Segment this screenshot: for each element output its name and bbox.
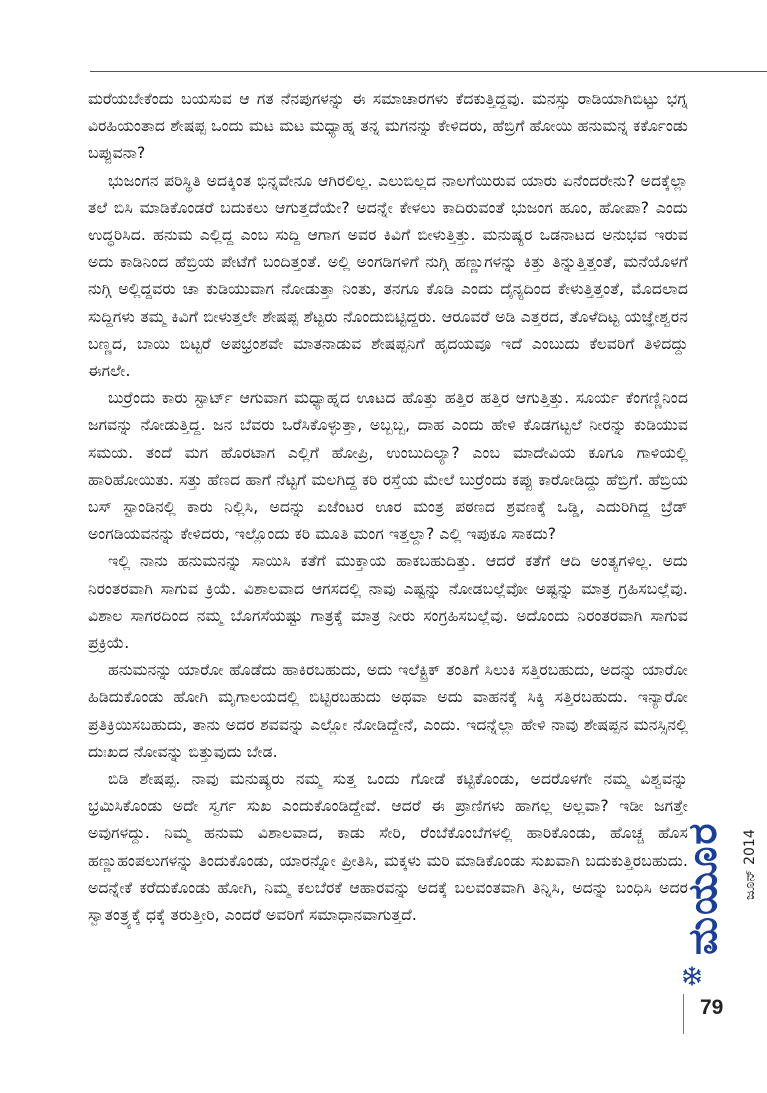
snowflake-icon — [681, 965, 703, 987]
article-body — [88, 86, 688, 929]
paragraph-3: ಬುರ್‍ರೆಂದು ಕಾರು ಸ್ಟಾರ್ಟ್ ಆಗುವಾಗ ಮಧ್ಯಾಹ್ನದ ಊಟದ ಹೊತ್ತು ಹತ್ತಿರ ಹತ್ತಿರ ಆಗುತ್ತಿತ್ತು. ಸೂರ್ಯ ಕೆಂಗಣ್ಣಿನಿಂದ ಜಗವನ್ನು ನೋಡುತ್ತಿದ್ದ. ಜನ ಬೆವರು ಒರೆಸಿಕೊಳ್ಳುತ್ತಾ, ಅಬ್ಬಬ್ಬ, ದಾಹ ಎಂದು ಹೇಳಿ ಕೊಡಗಟ್ಟಲೆ ನೀರನ್ನು ಕುಡಿಯುವ ಸಮಯ. ತಂದೆ ಮಗ ಹೊರಟಾಗ ಎಲ್ಲಿಗೆ ಹೋಪ್ರಿ, ಉಂಬುದಿಲ್ಯಾ? ಎಂಬ ಮಾದೇವಿಯ ಕೂಗೂ ಗಾಳಿಯಲ್ಲಿ ಹಾರಿಹೋಯಿತು. ಸತ್ತು ಹೆಣದ ಹಾಗೆ ನೆಟ್ಟಗೆ ಮಲಗಿದ್ದ ಕರಿ ರಸ್ತೆಯ ಮೇಲೆ ಬುರ್‍ರೆಂದು ಕಪ್ಪು ಕಾರೋಡಿದ್ದು ಹೆಬ್ರಿಗೆ. ಹೆಬ್ರಿಯ ಬಸ್ ಸ್ಟಾಂಡಿನಲ್ಲಿ ಕಾರು ನಿಲ್ಲಿಸಿ, ಅದನ್ನು ಏಜೆಂಟರ ಊರ ಮಂತ್ರ ಪಠಣದ ಶ್ರವಣಕ್ಕೆ ಒಡ್ಡಿ, ಎದುರಿಗಿದ್ದ ಬ್ರೆಡ್ ಅಂಗಡಿಯವನನ್ನು ಕೇಳಿದರು, ಇಲ್ಲೊಂದು ಕರಿ ಮೂತಿ ಮಂಗ ಇತ್ತಲ್ದಾ? ಎಲ್ಲಿ ಇಪುಕೂ ಸಾಕದು? — [88, 389, 688, 544]
top-rule — [90, 71, 767, 72]
paragraph-5: ಹನುಮನನ್ನು ಯಾರೋ ಹೊಡೆದು ಹಾಕಿರಬಹುದು, ಅದು ಇಲೆಕ್ಟ್ರಿಕ್ ತಂತಿಗೆ ಸಿಲುಕಿ ಸತ್ತಿರಬಹುದು, ಅದನ್ನು ಯಾರೋ ಹಿಡಿದುಕೊಂಡು ಹೋಗಿ ಮೃಗಾಲಯದಲ್ಲಿ ಬಿಟ್ಟಿರಬಹುದು ಅಥವಾ ಅದು ವಾಹನಕ್ಕೆ ಸಿಕ್ಕಿ ಸತ್ತಿರಬಹುದು. ಇನ್ಯಾರೋ ಪ್ರತಿಕ್ರಿಯಿಸಬಹುದು, ತಾನು ಅದರ ಶವವನ್ನು ಎಲ್ಲೋ ನೋಡಿದ್ದೇನೆ, ಎಂದು. ಇದನ್ನೆಲ್ಲಾ ಹೇಳಿ ನಾವು ಶೇಷಪ್ಪನ ಮನಸ್ಸಿನಲ್ಲಿ ದುಃಖದ ನೋವನ್ನು ಬಿತ್ತುವುದು ಬೇಡ. — [88, 661, 688, 761]
paragraph-4: ಇಲ್ಲಿ ನಾನು ಹನುಮನನ್ನು ಸಾಯಿಸಿ ಕತೆಗೆ ಮುಕ್ತಾಯ ಹಾಕಬಹುದಿತ್ತು. ಆದರೆ ಕತೆಗೆ ಆದಿ ಅಂತ್ಯಗಳಿಲ್ಲ. ಅದು ನಿರಂತರವಾಗಿ ಸಾಗುವ ಕ್ರಿಯೆ. ವಿಶಾಲವಾದ ಆಗಸದಲ್ಲಿ ನಾವು ಎಷ್ಟನ್ನು ನೋಡಬಲ್ಲೆವೋ ಅಷ್ಟನ್ನು ಮಾತ್ರ ಗ್ರಹಿಸಬಲ್ಲೆವು. ವಿಶಾಲ ಸಾಗರದಿಂದ ನಮ್ಮ ಬೊಗಸೆಯಷ್ಟು ಗಾತ್ರಕ್ಕೆ ಮಾತ್ರ ನೀರು ಸಂಗ್ರಹಿಸಬಲ್ಲೆವು. ಅದೊಂದು ನಿರಂತರವಾಗಿ ಸಾಗುವ ಪ್ರಕ್ರಿಯೆ. — [88, 552, 688, 653]
page-number: 79 — [700, 996, 724, 1019]
paragraph-1: ಮರೆಯಬೇಕೆಂದು ಬಯಸುವ ಆ ಗತ ನೆನಪುಗಳನ್ನು ಈ ಸಮಾಚಾರಗಳು ಕೆದಕುತ್ತಿದ್ದವು. ಮನಸ್ಸು ರಾಡಿಯಾಗಿಬಿಟ್ಟು ಭಗ್ನ ವಿರಹಿಯಂತಾದ ಶೇಷಪ್ಪ ಒಂದು ಮಟ ಮಟ ಮಧ್ಯಾಹ್ನ ತನ್ನ ಮಗನನ್ನು ಕೇಳಿದರು, ಹೆಬ್ರಿಗೆ ಹೋಯಿ ಹನುಮನ್ನ ಕರ್ಕೊಂಡು ಬಪ್ಪುವನಾ? — [88, 90, 688, 163]
paragraph-2: ಭುಜಂಗನ ಪರಿಸ್ಥಿತಿ ಅದಕ್ಕಿಂತ ಭಿನ್ನವೇನೂ ಆಗಿರಲಿಲ್ಲ. ಎಲುಬಿಲ್ಲದ ನಾಲಗೆಯಿರುವ ಯಾರು ಏನೆಂದರೇನು? ಅದಕ್ಕೆಲ್ಲಾ ತಲೆ ಬಿಸಿ ಮಾಡಿಕೊಂಡರೆ ಬದುಕಲು ಆಗುತ್ತದೆಯೇ? ಅದನ್ನೇ ಕೇಳಲು ಕಾದಿರುವಂತೆ ಭುಜಂಗ ಹೂಂ, ಹೋಪಾ? ಎಂದು ಉದ್ಧರಿಸಿದ. ಹನುಮ ಎಲ್ಲಿದ್ದ ಎಂಬ ಸುದ್ದಿ ಆಗಾಗ ಅವರ ಕಿವಿಗೆ ಬೀಳುತ್ತಿತ್ತು. ಮನುಷ್ಯರ ಒಡನಾಟದ ಅನುಭವ ಇರುವ ಅದು ಕಾಡಿನಿಂದ ಹೆಬ್ರಿಯ ಪೇಟೆಗೆ ಬಂದಿತ್ತಂತೆ. ಅಲ್ಲಿ ಅಂಗಡಿಗಳಿಗೆ ನುಗ್ಗಿ ಹಣ್ಣುಗಳನ್ನು ಕಿತ್ತು ತಿನ್ನುತ್ತಿತ್ತಂತೆ, ಮನೆಯೊಳಗೆ ನುಗ್ಗಿ ಅಲ್ಲಿದ್ದವರು ಚಾ ಕುಡಿಯುವಾಗ ನೋಡುತ್ತಾ ನಿಂತು, ತನಗೂ ಕೊಡಿ ಎಂದು ದೈನ್ಯದಿಂದ ಕೇಳುತ್ತಿತ್ತಂತೆ, ಮೊದಲಾದ ಸುದ್ದಿಗಳು ತಮ್ಮ ಕಿವಿಗೆ ಬೀಳುತ್ತಲೇ ಶೇಷಪ್ಪ ಶೆಟ್ಟರು ನೊಂದುಬಿಟ್ಟಿದ್ದರು. ಆರೂವರೆ ಅಡಿ ಎತ್ತರದ, ತೊಳೆದಿಟ್ಟ ಯಜ್ಞೇಶ್ವರನ ಬಣ್ಣದ, ಬಾಯಿ ಬಿಟ್ಟರೆ ಅಪಭ್ರಂಶವೇ ಮಾತನಾಡುವ ಶೇಷಪ್ಪನಿಗೆ ಹೃದಯವೂ ಇದೆ ಎಂಬುದು ಕೆಲವರಿಗೆ ತಿಳಿದದ್ದು ಈಗಲೇ. — [88, 171, 688, 381]
page-number-rule — [683, 994, 684, 1034]
paragraph-6: ಬಿಡಿ ಶೇಷಪ್ಪ. ನಾವು ಮನುಷ್ಯರು ನಮ್ಮ ಸುತ್ತ ಒಂದು ಗೋಡೆ ಕಟ್ಟಿಕೊಂಡು, ಅದರೊಳಗೇ ನಮ್ಮ ವಿಶ್ವವನ್ನು ಭ್ರಮಿಸಿಕೊಂಡು ಅದೇ ಸ್ವರ್ಗ ಸುಖ ಎಂದುಕೊಂಡಿದ್ದೇವೆ. ಆದರೆ ಈ ಪ್ರಾಣಿಗಳು ಹಾಗಲ್ಲ ಅಲ್ಲವಾ? ಇಡೀ ಜಗತ್ತೇ ಅವುಗಳದ್ದು. ನಿಮ್ಮ ಹನುಮ ವಿಶಾಲವಾದ, ಕಾಡು ಸೇರಿ, ರೆಂಬೆಕೊಂಬೆಗಳಲ್ಲಿ ಹಾರಿಕೊಂಡು, ಹೊಚ್ಚ ಹೊಸ ಹಣ್ಣುಹಂಪಲುಗಳನ್ನು ತಿಂದುಕೊಂಡು, ಯಾರನ್ನೋ ಪ್ರೀತಿಸಿ, ಮಕ್ಕಳು ಮರಿ ಮಾಡಿಕೊಂಡು ಸುಖವಾಗಿ ಬದುಕುತ್ತಿರಬಹುದು. ಅದನ್ನೇಕೆ ಕರೆದುಕೊಂಡು ಹೋಗಿ, ನಿಮ್ಮ ಕಲಬೆರಕೆ ಆಹಾರವನ್ನು ಅದಕ್ಕೆ ಬಲವಂತವಾಗಿ ತಿನ್ನಿಸಿ, ಅದನ್ನು ಬಂಧಿಸಿ ಅದರ ಸ್ವಾತಂತ್ರ್ಯಕ್ಕೆ ಧಕ್ಕೆ ತರುತ್ತೀರಿ, ಎಂದರೆ ಅವರಿಗೆ ಸಮಾಧಾನವಾಗುತ್ತದೆ. — [88, 770, 688, 925]
magazine-title: ಮಯೂರ — [680, 821, 726, 955]
issue-date: ಜೂನ್ 2014 — [742, 829, 758, 900]
